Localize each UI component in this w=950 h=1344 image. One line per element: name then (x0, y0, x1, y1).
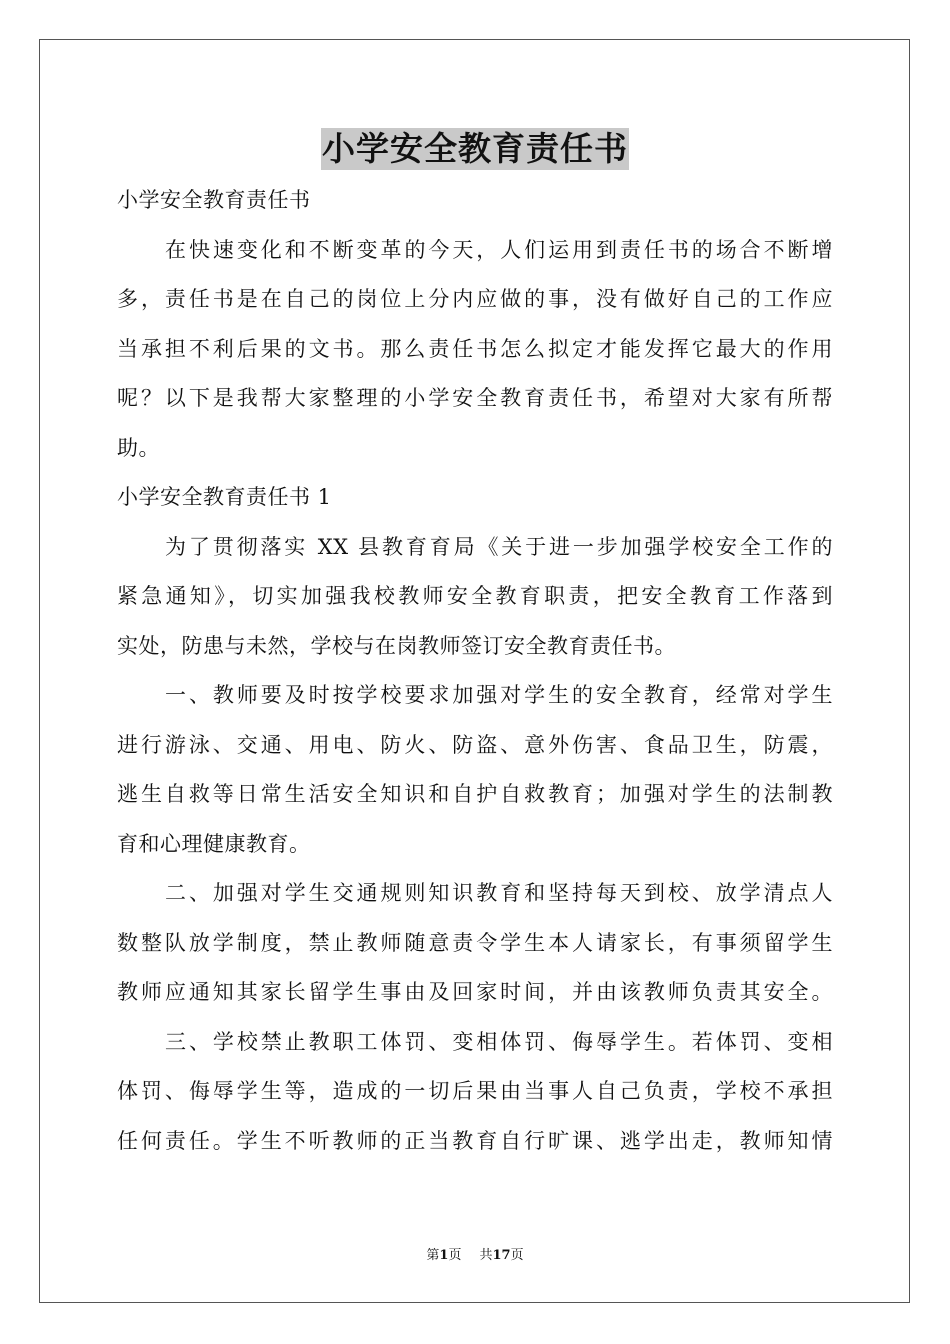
text-line: 在快速变化和不断变革的今天，人们运用到责任书的场合不断增 (165, 237, 833, 262)
title-wrap (0, 128, 950, 170)
text-line: 紧急通知》，切实加强我校教师安全教育职责，把安全教育工作落到 (117, 584, 833, 608)
total-suffix: 页 (510, 1248, 524, 1263)
text-line: 助。 (117, 435, 160, 460)
text-line: 当承担不利后果的文书。那么责任书怎么拟定才能发挥它最大的作用 (117, 336, 833, 361)
page-footer (0, 1247, 950, 1265)
text-line: 教师应通知其家长留学生事由及回家时间，并由该教师负责其安全。 (117, 980, 833, 1004)
text-line: 一、教师要及时按学校要求加强对学生的安全教育，经常对学生 (165, 683, 833, 707)
page-current: 1 (439, 1248, 449, 1263)
text-line: 实处，防患与未然，学校与在岗教师签订安全教育责任书。 (117, 633, 676, 658)
text-line: 二、加强对学生交通规则知识教育和坚持每天到校、放学清点人 (165, 881, 833, 905)
page-suffix: 页 (448, 1248, 462, 1263)
text-line: 小学安全教育责任书 (117, 188, 311, 212)
document-title: 小学安全教育责任书 (322, 129, 628, 168)
text-line: 育和心理健康教育。 (117, 831, 311, 856)
text-line: 进行游泳、交通、用电、防火、防盗、意外伤害、食品卫生，防震， (117, 732, 833, 757)
document-body (117, 176, 833, 1166)
text-line: 体罚、侮辱学生等，造成的一切后果由当事人自己负责，学校不承担 (117, 1079, 833, 1103)
text-line: 小学安全教育责任书 1 (117, 485, 332, 509)
text-line: 为了贯彻落实 XX 县教育育局《关于进一步加强学校安全工作的 (165, 534, 833, 559)
page-prefix: 第 (426, 1248, 440, 1263)
text-line: 逃生自救等日常生活安全知识和自护自救教育；加强对学生的法制教 (117, 782, 833, 806)
text-line: 呢？以下是我帮大家整理的小学安全教育责任书，希望对大家有所帮 (117, 386, 833, 410)
total-prefix: 共 (479, 1248, 493, 1263)
page-total: 17 (492, 1248, 511, 1263)
text-line: 多，责任书是在自己的岗位上分内应做的事，没有做好自己的工作应 (117, 287, 833, 311)
text-line: 任何责任。学生不听教师的正当教育自行旷课、逃学出走，教师知情 (117, 1128, 833, 1153)
text-line: 三、学校禁止教职工体罚、变相体罚、侮辱学生。若体罚、变相 (165, 1029, 833, 1054)
text-line: 数整队放学制度，禁止教师随意责令学生本人请家长，有事须留学生 (117, 930, 833, 955)
